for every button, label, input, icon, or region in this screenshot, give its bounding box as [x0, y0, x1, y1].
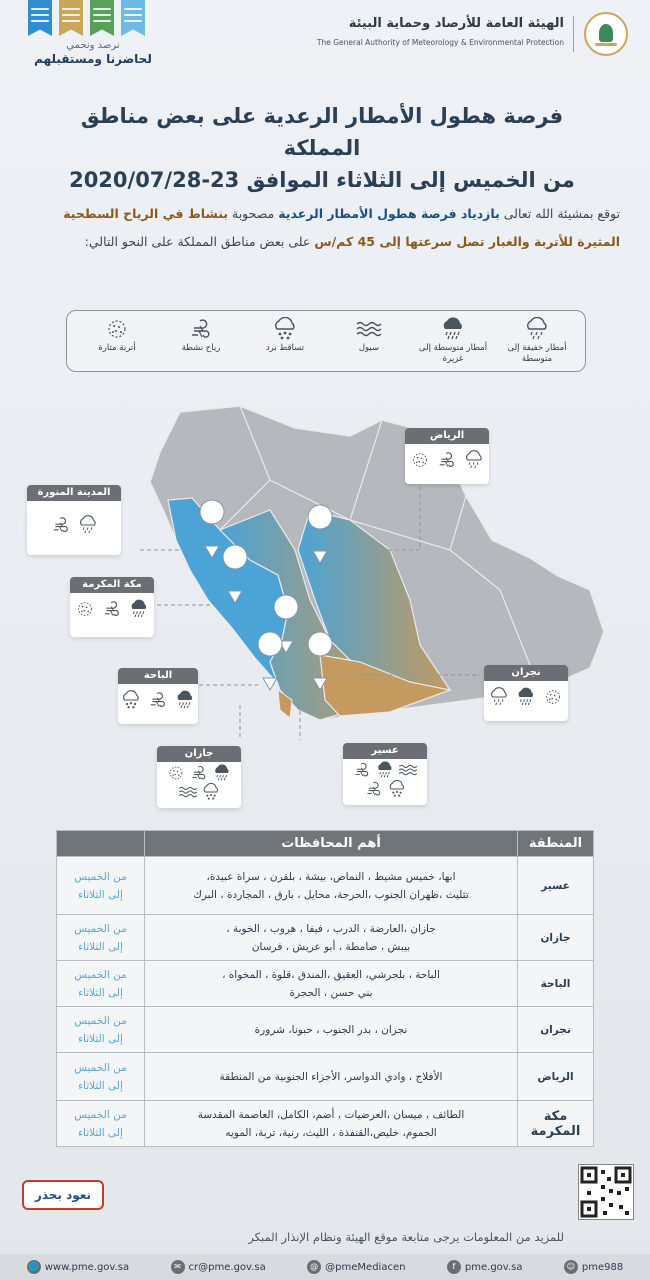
- snapchat-icon: ☺: [564, 1260, 578, 1274]
- period-from: من الخميس: [74, 968, 127, 981]
- legend-label: رياح نشطة: [181, 343, 221, 353]
- slogan-top: نرصد ونحمي: [66, 40, 120, 51]
- light-rain-icon: [522, 317, 552, 341]
- table-row: [57, 857, 594, 915]
- governorates-cell: [145, 857, 518, 915]
- hail-icon: [200, 783, 222, 801]
- gov-line: الباحة ، بلجرشي، العقيق ،المندق ،قلوة ، المخواه ،: [222, 968, 440, 981]
- light-rain-icon: [76, 515, 100, 535]
- card-riyadh: [405, 428, 489, 484]
- org-divider: [573, 16, 574, 52]
- footer-link-facebook[interactable]: [447, 1260, 523, 1274]
- footer-link-email[interactable]: [171, 1260, 266, 1274]
- card-madinah: [27, 485, 121, 555]
- hail-icon: [270, 317, 300, 341]
- card-jazan: [157, 746, 241, 808]
- wind-icon: [351, 761, 373, 779]
- heavy-rain-icon: [127, 599, 151, 619]
- dust-icon: [165, 764, 187, 782]
- gov-line: الطائف ، ميسان ،العرضيات ، أضم، الكامل، العاصمة المقدسة: [197, 1108, 465, 1121]
- hail-icon: [119, 690, 143, 710]
- period-from: من الخميس: [74, 870, 127, 883]
- slogan-banners: [28, 0, 148, 42]
- wind-icon: [186, 317, 216, 341]
- qr-pattern: [579, 1165, 633, 1219]
- period-from: من الخميس: [74, 922, 127, 935]
- card-title: جازان: [157, 746, 241, 762]
- card-najran: [484, 665, 568, 721]
- header-period: [57, 831, 145, 857]
- period-cell: [57, 857, 145, 915]
- table-row: [57, 961, 594, 1007]
- table-row: [57, 1101, 594, 1147]
- title-line-1: فرصة هطول الأمطار الرعدية على بعض مناطق المملكة: [80, 104, 564, 160]
- card-icons: [157, 762, 241, 801]
- region-cell: نجران: [518, 1007, 594, 1053]
- period-from: من الخميس: [74, 1014, 127, 1027]
- legend-dust: [77, 317, 157, 354]
- card-baha: [118, 668, 198, 724]
- intro-part-1: توقع بمشيئة الله تعالى: [499, 206, 620, 221]
- period-to: إلى الثلاثاء: [78, 986, 123, 999]
- period-cell: [57, 1101, 145, 1147]
- wind-icon: [100, 599, 124, 619]
- card-icons: [70, 593, 154, 619]
- table-row: [57, 915, 594, 961]
- legend-heavy-rain: [413, 317, 493, 365]
- regions-table: [56, 830, 594, 1147]
- period-from: من الخميس: [74, 1061, 127, 1074]
- gov-line: بيبش ، صامطة ، أبو عريش ، فرسان: [251, 940, 411, 953]
- banner-gold: [59, 0, 83, 36]
- heavy-rain-icon: [514, 687, 538, 707]
- campaign-badge: [22, 1180, 104, 1210]
- intro-part-5: على بعض مناطق المملكة على النحو التالي:: [84, 234, 315, 249]
- legend-label: أمطار متوسطة إلى غزيرة: [418, 343, 488, 364]
- email-icon: ✉: [171, 1260, 185, 1274]
- governorates-cell: [145, 915, 518, 961]
- card-title: الباحة: [118, 668, 198, 684]
- hail-icon: [386, 780, 408, 798]
- period-to: إلى الثلاثاء: [78, 1126, 123, 1139]
- period-to: إلى الثلاثاء: [78, 888, 123, 901]
- slogan: [28, 40, 158, 66]
- card-icons: [484, 681, 568, 707]
- intro-highlight-rain: بازدياد فرصة هطول الأمطار الرعدية: [278, 206, 500, 221]
- governorates-cell: [145, 961, 518, 1007]
- gov-line: ابها، خميس مشيط ، النماص، بيشة ، بلقرن ، سراة عبيدة،: [206, 870, 456, 883]
- period-from: من الخميس: [74, 1108, 127, 1121]
- card-asir: [343, 743, 427, 805]
- region-cell: مكة المكرمة: [518, 1101, 594, 1147]
- flood-icon: [354, 317, 384, 341]
- dust-icon: [408, 450, 432, 470]
- legend-hail: [245, 317, 325, 354]
- palm-sword-emblem-icon: [584, 12, 628, 56]
- period-cell: [57, 1053, 145, 1101]
- more-info-text: للمزيد من المعلومات يرجى متابعة موقع الهيئة ونظام الإنذار المبكر: [248, 1230, 564, 1244]
- light-rain-icon: [462, 450, 486, 470]
- light-rain-icon: [487, 687, 511, 707]
- gov-line: الأفلاج ، وادي الدواسر، الأجزاء الجنوبية من المنطقة: [219, 1070, 443, 1083]
- legend-light-rain: [497, 317, 577, 365]
- period-to: إلى الثلاثاء: [78, 940, 123, 953]
- link-text: www.pme.gov.sa: [44, 1261, 130, 1273]
- footer-link-snapchat[interactable]: [564, 1260, 623, 1274]
- card-title: الرياض: [405, 428, 489, 444]
- globe-icon: 🌐: [27, 1260, 41, 1274]
- weather-legend: [66, 310, 586, 372]
- region-cell: جازان: [518, 915, 594, 961]
- link-text: pme988: [581, 1261, 624, 1273]
- intro-highlight-wind: بنشاط في الرياح السطحية المثيرة للأتربة والغبار تصل سرعتها إلى 45 كم/س: [63, 206, 620, 249]
- heavy-rain-icon: [173, 690, 197, 710]
- region-cell: الرياض: [518, 1053, 594, 1101]
- org-identity: [298, 10, 628, 60]
- header-governorates: أهم المحافظات: [145, 831, 518, 857]
- table-row: [57, 1007, 594, 1053]
- banner-sky: [121, 0, 145, 36]
- legend-label: سيول: [358, 343, 380, 353]
- banner-blue: [28, 0, 52, 36]
- legend-label: أتربة مثارة: [98, 343, 136, 353]
- wind-icon: [188, 764, 210, 782]
- footer-link-website[interactable]: [27, 1260, 129, 1274]
- gov-line: تثليث ،ظهران الجنوب ،الحرجة، محايل ، بارق ، المجاردة ، البرك: [193, 888, 469, 901]
- footer-link-social[interactable]: [307, 1260, 405, 1274]
- heavy-rain-icon: [211, 764, 233, 782]
- card-makkah: [70, 577, 154, 637]
- header-region: المنطقة: [518, 831, 594, 857]
- card-icons: [118, 684, 198, 710]
- card-icons: [405, 444, 489, 470]
- campaign-text: نعود بحذر: [34, 1188, 92, 1202]
- period-cell: [57, 915, 145, 961]
- heavy-rain-icon: [438, 317, 468, 341]
- card-title: مكة المكرمة: [70, 577, 154, 593]
- qr-code-icon[interactable]: [578, 1164, 634, 1220]
- card-title: نجران: [484, 665, 568, 681]
- slogan-bottom: لحاضرنا ومستقبلهم: [34, 52, 152, 66]
- governorates-cell: [145, 1007, 518, 1053]
- banner-green: [90, 0, 114, 36]
- dust-icon: [541, 687, 565, 707]
- period-to: إلى الثلاثاء: [78, 1079, 123, 1092]
- link-text: cr@pme.gov.sa: [188, 1261, 266, 1273]
- flood-icon: [397, 761, 419, 779]
- gov-line: جازان ،العارضة ، الدرب ، فيفا ، هروب ، الخوبة ،: [226, 922, 436, 935]
- legend-wind: [161, 317, 241, 354]
- period-cell: [57, 961, 145, 1007]
- dust-icon: [102, 317, 132, 341]
- flood-icon: [177, 783, 199, 801]
- dust-icon: [73, 599, 97, 619]
- link-text: pme.gov.sa: [464, 1261, 523, 1273]
- intro-paragraph: [30, 200, 620, 256]
- org-name-arabic: الهيئة العامة للأرصاد وحماية البيئة: [348, 16, 564, 31]
- table-row: [57, 1053, 594, 1101]
- heavy-rain-icon: [374, 761, 396, 779]
- wind-icon: [146, 690, 170, 710]
- legend-flood: [329, 317, 409, 354]
- intro-part-3: مصحوبة: [228, 206, 279, 221]
- wind-icon: [435, 450, 459, 470]
- gov-line: بني حسن ، الحجرة: [289, 986, 373, 999]
- table-header-row: [57, 831, 594, 857]
- card-title: المدينة المنورة: [27, 485, 121, 501]
- period-to: إلى الثلاثاء: [78, 1032, 123, 1045]
- legend-label: أمطار خفيفة إلى متوسطة: [507, 343, 567, 364]
- legend-label: تساقط برد: [265, 343, 305, 353]
- social-icon: @: [307, 1260, 321, 1274]
- gov-line: الجموم، خليص،القنفذة ، الليث، رنية، تربة، المويه: [225, 1126, 437, 1139]
- period-cell: [57, 1007, 145, 1053]
- governorates-cell: [145, 1053, 518, 1101]
- region-cell: عسير: [518, 857, 594, 915]
- page-title: [52, 100, 592, 196]
- wind-icon: [49, 515, 73, 535]
- card-title: عسير: [343, 743, 427, 759]
- footer-links: [0, 1254, 650, 1280]
- title-line-2: من الخميس إلى الثلاثاء الموافق 23-2020/07/28: [69, 168, 575, 192]
- org-name-english: The General Authority of Meteorology & Environmental Protection: [316, 38, 564, 47]
- card-icons: [27, 501, 121, 535]
- wind-icon: [363, 780, 385, 798]
- link-text: @pmeMediacen: [325, 1261, 406, 1273]
- region-cell: الباحة: [518, 961, 594, 1007]
- governorates-cell: [145, 1101, 518, 1147]
- header: [0, 0, 650, 78]
- card-icons: [343, 759, 427, 798]
- gov-line: نجران ، بدر الجنوب ، حبونا، شرورة: [254, 1023, 408, 1036]
- facebook-icon: f: [447, 1260, 461, 1274]
